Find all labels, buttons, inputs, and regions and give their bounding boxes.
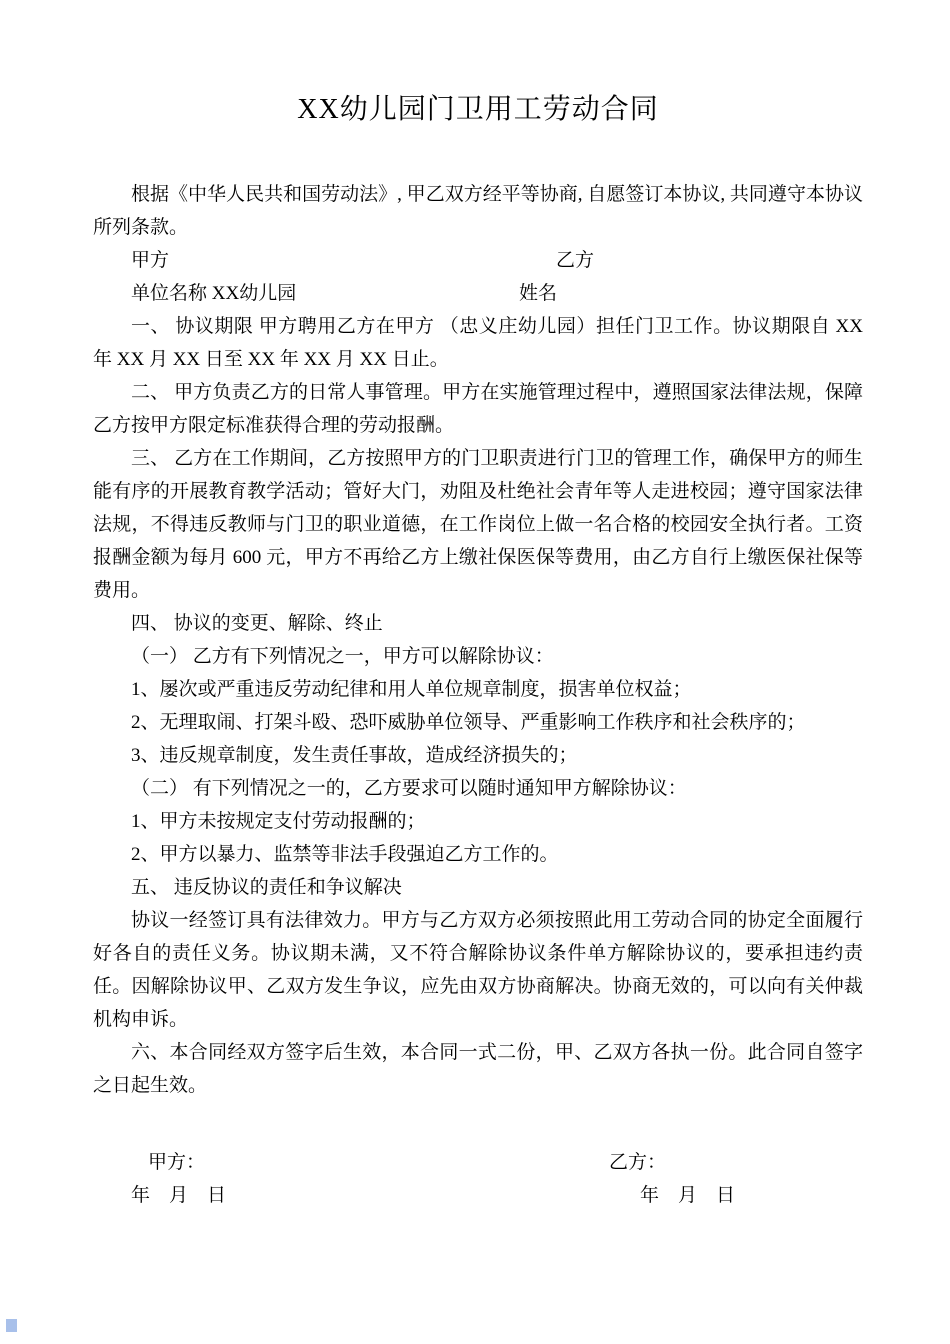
- paragraph: 根据《中华人民共和国劳动法》, 甲乙双方经平等协商, 自愿签订本协议, 共同遵守本协议所列条款。: [93, 184, 863, 238]
- paragraph: 1、甲方未按规定支付劳动报酬的；: [131, 811, 426, 832]
- row-left-text: 甲方：: [148, 1152, 206, 1173]
- paragraph: 四、 协议的变更、解除、终止: [131, 613, 383, 634]
- row-right-text: 乙方：: [609, 1152, 667, 1173]
- document-content: [93, 92, 863, 1212]
- paragraph: 一、 协议期限 甲方聘用乙方在甲方 （忠义庄幼儿园）担任门卫工作。协议期限自 XX 年 XX 月 XX 日至 XX 年 XX 月 XX 日止。: [93, 316, 863, 370]
- paragraph: 六、本合同经双方签字后生效，本合同一式二份，甲、乙双方各执一份。此合同自签字之日起生效。: [93, 1042, 863, 1096]
- paragraph: （一） 乙方有下列情况之一，甲方可以解除协议：: [131, 646, 554, 667]
- row-right-text: 乙方: [556, 250, 595, 271]
- paragraph: 2、无理取闹、打架斗殴、恐吓威胁单位领导、严重影响工作秩序和社会秩序的；: [131, 712, 806, 733]
- row-left-text: 年 月 日: [131, 1185, 227, 1206]
- page-title: XX幼儿园门卫用工劳动合同: [297, 94, 659, 125]
- paragraph: 二、 甲方负责乙方的日常人事管理。甲方在实施管理过程中，遵照国家法律法规，保障乙方按甲方限定标准获得合理的劳动报酬。: [93, 382, 863, 436]
- document-body: [93, 178, 863, 1212]
- paragraph: 五、 违反协议的责任和争议解决: [131, 877, 402, 898]
- paragraph: （二） 有下列情况之一的，乙方要求可以随时通知甲方解除协议：: [131, 778, 687, 799]
- paragraph: 3、违反规章制度，发生责任事故，造成经济损失的；: [131, 745, 578, 766]
- paragraph: 协议一经签订具有法律效力。甲方与乙方双方必须按照此用工劳动合同的协定全面履行好各自的责任义务。协议期未满，又不符合解除协议条件单方解除协议的，要承担违约责任。因解除协议甲、乙双方发生争议，应先由双方协商解决。协商无效的，可以向有关仲裁机构申诉。: [93, 910, 863, 1030]
- unit-name-row: [93, 277, 863, 310]
- paragraph: 1、屡次或严重违反劳动纪律和用人单位规章制度，损害单位权益；: [131, 679, 692, 700]
- row-left-text: 甲方: [131, 250, 170, 271]
- date-row: [93, 1179, 863, 1212]
- page-corner-mark: [6, 1319, 17, 1332]
- signature-row: [93, 1146, 863, 1179]
- row-right-text: 姓名: [519, 283, 558, 304]
- party-labels-row: [93, 244, 863, 277]
- row-right-text: 年 月 日: [640, 1185, 736, 1206]
- paragraph: 2、甲方以暴力、监禁等非法手段强迫乙方工作的。: [131, 844, 559, 865]
- paragraph: 三、 乙方在工作期间，乙方按照甲方的门卫职责进行门卫的管理工作，确保甲方的师生能有序的开展教育教学活动；管好大门，劝阻及杜绝社会青年等人走进校园；遵守国家法律法规，不得违反教师与门卫的职业道德，在工作岗位上做一名合格的校园安全执行者。工资报酬金额为每月 600 元，甲方不再给乙方上缴社保医保等费用，由乙方自行上缴医保社保等费用。: [93, 448, 863, 601]
- row-left-text: 单位名称 XX幼儿园: [131, 283, 297, 304]
